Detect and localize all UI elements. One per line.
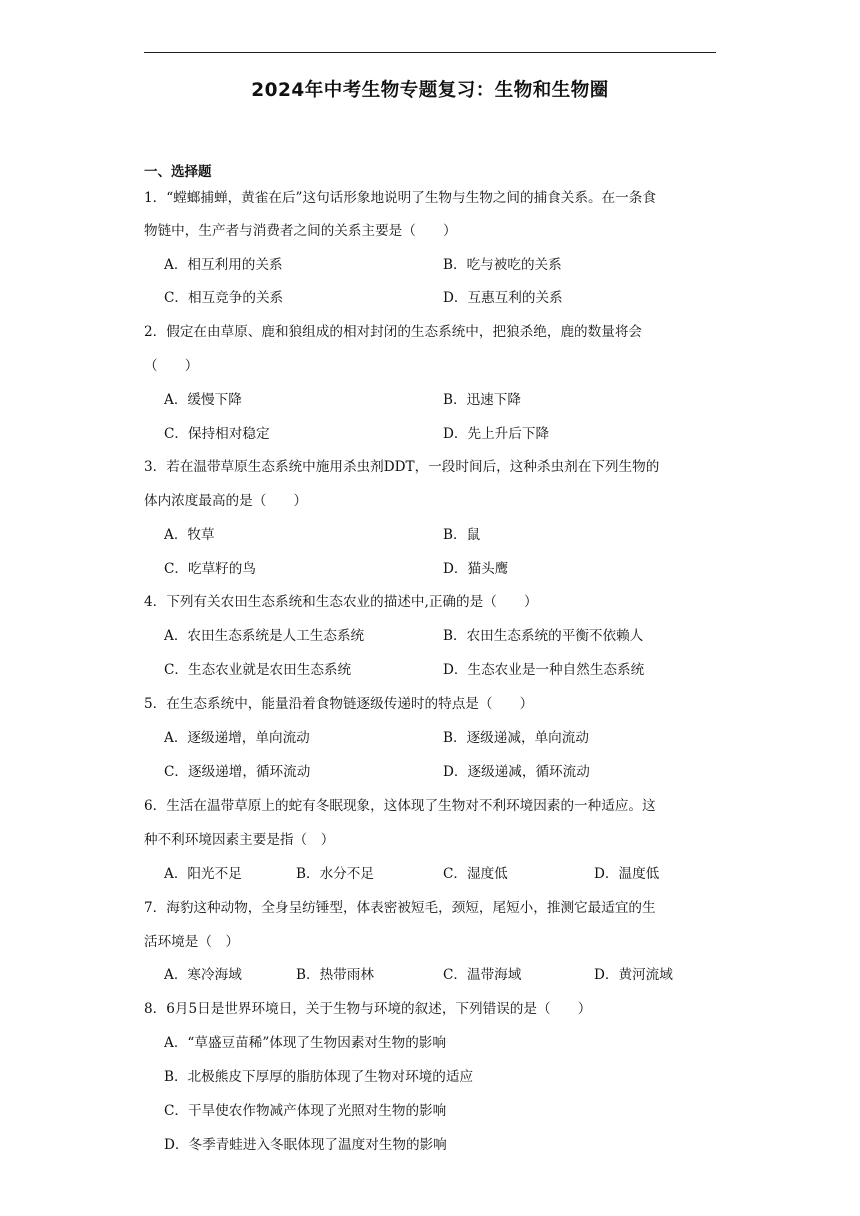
question-2-line-1: 2．假定在由草原、鹿和狼组成的相对封闭的生态系统中，把狼杀绝，鹿的数量将会 [144, 324, 643, 340]
question-1-option-d: D．互惠互利的关系 [443, 290, 563, 306]
question-4-option-a: A．农田生态系统是人工生态系统 [164, 628, 365, 644]
section-heading: 一、选择题 [144, 164, 212, 180]
question-6-line-2: 种不利环境因素主要是指（ ） [144, 832, 335, 848]
question-4-line-1: 4．下列有关农田生态系统和生态农业的描述中,正确的是（ ） [144, 594, 538, 610]
question-6-option-d: D．温度低 [594, 866, 660, 882]
question-7-option-d: D．黄河流域 [594, 967, 673, 983]
question-3-line-1: 3．若在温带草原生态系统中施用杀虫剂DDT，一段时间后，这种杀虫剂在下列生物的 [144, 459, 660, 475]
question-1-option-b: B．吃与被吃的关系 [443, 257, 562, 273]
question-1-line-1: 1．“螳螂捕蝉，黄雀在后”这句话形象地说明了生物与生物之间的捕食关系。在一条食 [144, 190, 656, 206]
question-3-line-2: 体内浓度最高的是（ ） [144, 493, 308, 509]
question-7-line-1: 7．海豹这种动物，全身呈纺锤型，体表密被短毛，颈短，尾短小，推测它最适宜的生 [144, 900, 656, 916]
question-2-option-a: A．缓慢下降 [164, 392, 242, 408]
question-6-option-b: B．水分不足 [296, 866, 374, 882]
question-7-option-a: A．寒冷海域 [164, 967, 242, 983]
question-4-option-d: D．生态农业是一种自然生态系统 [443, 662, 645, 678]
question-6-line-1: 6．生活在温带草原上的蛇有冬眠现象，这体现了生物对不利环境因素的一种适应。这 [144, 798, 656, 814]
question-4-option-b: B．农田生态系统的平衡不依赖人 [443, 628, 644, 644]
question-5-option-b: B．逐级递减，单向流动 [443, 730, 589, 746]
question-7-option-c: C．温带海域 [443, 967, 522, 983]
question-1-option-a: A．相互利用的关系 [164, 257, 283, 273]
question-2-line-2: （ ） [144, 358, 199, 374]
question-4-option-c: C．生态农业就是农田生态系统 [164, 662, 352, 678]
question-5-option-a: A．逐级递增，单向流动 [164, 730, 310, 746]
question-8-option-a: A．“草盛豆苗稀”体现了生物因素对生物的影响 [164, 1035, 446, 1051]
question-3-option-b: B．鼠 [443, 527, 481, 543]
question-2-option-b: B．迅速下降 [443, 392, 521, 408]
question-5-option-c: C．逐级递增，循环流动 [164, 764, 311, 780]
question-3-option-d: D．猫头鹰 [443, 561, 509, 577]
question-3-option-a: A．牧草 [164, 527, 215, 543]
question-5-line-1: 5．在生态系统中，能量沿着食物链逐级传递时的特点是（ ） [144, 696, 534, 712]
question-5-option-d: D．逐级递减，循环流动 [443, 764, 590, 780]
question-7-line-2: 活环境是（ ） [144, 934, 240, 950]
header-rule [144, 52, 716, 53]
question-8-line-1: 8．6月5日是世界环境日，关于生物与环境的叙述，下列错误的是（ ） [144, 1001, 592, 1017]
question-1-line-2: 物链中，生产者与消费者之间的关系主要是（ ） [144, 223, 457, 239]
question-8-option-b: B．北极熊皮下厚厚的脂肪体现了生物对环境的适应 [164, 1069, 474, 1085]
question-7-option-b: B．热带雨林 [296, 967, 374, 983]
page-title: 2024年中考生物专题复习：生物和生物圈 [251, 80, 609, 101]
question-8-option-d: D．冬季青蛙进入冬眠体现了温度对生物的影响 [164, 1137, 447, 1153]
question-6-option-a: A．阳光不足 [164, 866, 242, 882]
question-2-option-d: D．先上升后下降 [443, 426, 550, 442]
question-3-option-c: C．吃草籽的鸟 [164, 561, 256, 577]
question-1-option-c: C．相互竞争的关系 [164, 290, 284, 306]
question-8-option-c: C．干旱使农作物减产体现了光照对生物的影响 [164, 1103, 447, 1119]
question-6-option-c: C．湿度低 [443, 866, 508, 882]
question-2-option-c: C．保持相对稳定 [164, 426, 270, 442]
